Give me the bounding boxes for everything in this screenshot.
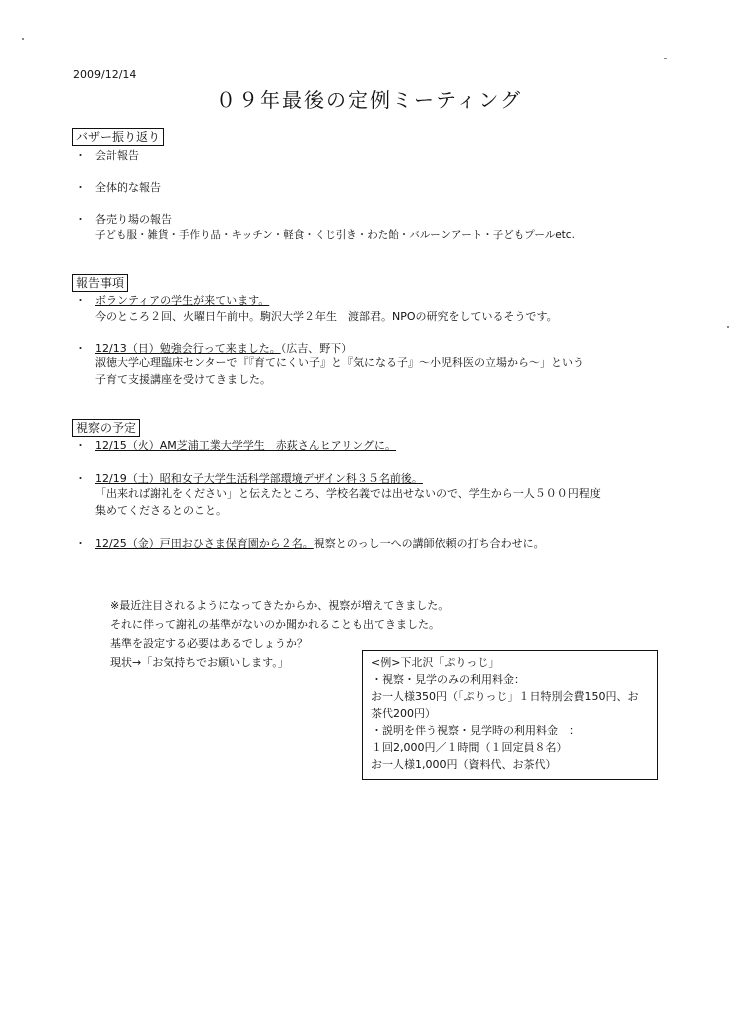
section-heading-bazaar: バザー振り返り (72, 128, 164, 146)
example-box-line-6: １回2,000円／１時間（１回定員８名） (371, 741, 568, 754)
example-box-line-2: ・視察・見学のみの利用料金： (371, 673, 525, 686)
report-study-title: 12/13（日）勉強会行って来ました。 (95, 342, 281, 355)
visit-item-1225-line (95, 536, 545, 551)
report-study-detail-1: 淑徳大学心理臨床センターで『『育てにくい子』と『気になる子』～小児科医の立場から～」という (95, 356, 585, 369)
example-box-line-4: 茶代200円） (371, 707, 436, 720)
bullet-icon: ・ (75, 537, 86, 550)
visit-item-1225-title: 12/25（金）戸田おひさま保育園から２名。 (95, 537, 314, 550)
example-box-line-5: ・説明を伴う視察・見学時の利用料金 ： (371, 724, 580, 737)
bullet-icon: ・ (75, 181, 86, 194)
example-box-title: <例>下北沢「ぷりっじ」 (371, 656, 500, 669)
report-study-detail-2: 子育て支援講座を受けてきました。 (95, 373, 271, 386)
bazaar-item-accounting: 会計報告 (95, 149, 139, 162)
example-box-line-3: お一人様350円（「ぷりっじ」１日特別会費150円、お (371, 690, 639, 703)
scan-speck (664, 58, 667, 59)
bullet-icon: ・ (75, 149, 86, 162)
example-box-line-7: お一人様1,000円（資料代、お茶代） (371, 758, 557, 771)
visit-item-1219-detail-2: 集めてくださるとのこと。 (95, 504, 227, 517)
report-volunteer-detail: 今のところ２回、火曜日午前中。駒沢大学２年生 渡部君。NPOの研究をしているそうです。 (95, 310, 558, 323)
document-date: 2009/12/14 (73, 68, 137, 81)
scan-speck (727, 326, 729, 328)
section-heading-visits: 視察の予定 (72, 419, 140, 437)
bullet-icon: ・ (75, 342, 86, 355)
note-line-4: 現状→「お気持ちでお願いします。」 (110, 656, 289, 669)
visit-item-1215: 12/15（火）AM芝浦工業大学学生 赤荻さんヒアリングに。 (95, 439, 397, 452)
bullet-icon: ・ (75, 213, 86, 226)
note-line-2: それに伴って謝礼の基準がないのか聞かれることも出てきました。 (110, 618, 440, 631)
bullet-icon: ・ (75, 472, 86, 485)
bazaar-item-overall: 全体的な報告 (95, 181, 161, 194)
note-line-1: ※最近注目されるようになってきたからか、視察が増えてきました。 (110, 599, 450, 612)
visit-item-1219-detail-1: 「出来れば謝礼をください」と伝えたところ、学校名義では出せないので、学生から一人５００円程度 (95, 487, 601, 500)
section-heading-report: 報告事項 (72, 274, 128, 292)
report-volunteer-title: ボランティアの学生が来ています。 (95, 294, 270, 307)
bazaar-stalls-detail: 子ども服・雑貨・手作り品・キッチン・軽食・くじ引き・わた飴・バルーンアート・子どもプールetc. (95, 229, 575, 241)
example-fee-box (362, 650, 658, 780)
document-title: ０９年最後の定例ミーティング (216, 88, 522, 112)
scan-speck (22, 38, 24, 40)
visit-item-1219-title: 12/19（土）昭和女子大学生活科学部環境デザイン科３５名前後。 (95, 472, 423, 485)
bullet-icon: ・ (75, 439, 86, 452)
bazaar-item-stalls: 各売り場の報告 (95, 213, 172, 226)
note-line-3: 基準を設定する必要はあるでしょうか？ (110, 637, 308, 650)
report-study-participants: （広吉、野下） (280, 342, 353, 355)
visit-item-1225-detail: 視察とのっし一への講師依頼の打ち合わせに。 (313, 537, 545, 550)
bullet-icon: ・ (75, 294, 86, 307)
